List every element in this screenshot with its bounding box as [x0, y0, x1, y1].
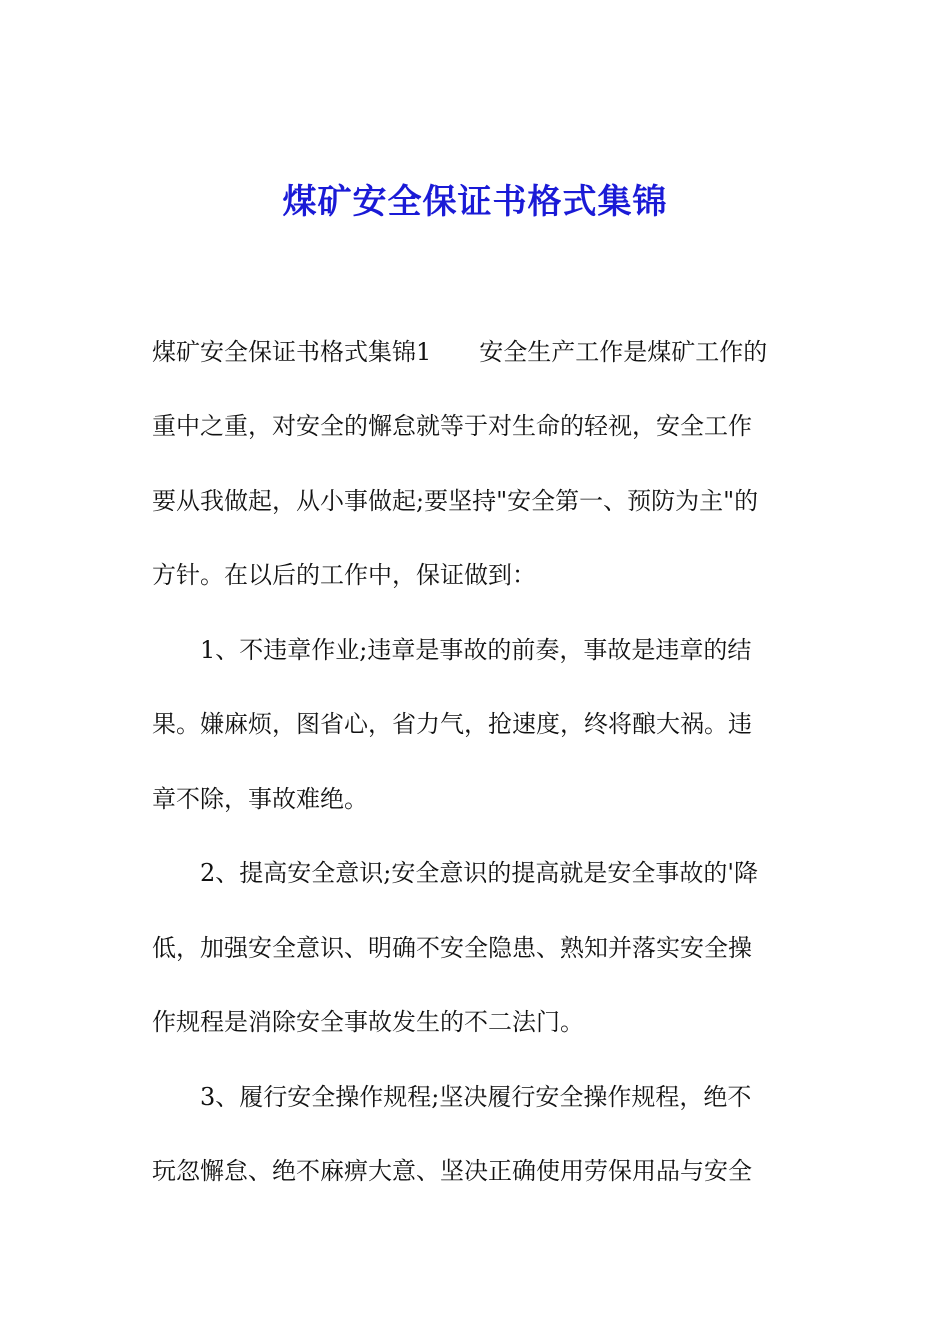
body-line-5: 1、不违章作业;违章是事故的前奏，事故是违章的结 [152, 636, 752, 664]
body-line-4: 方针。在以后的工作中，保证做到： [152, 561, 536, 589]
body-line-2: 重中之重，对安全的懈怠就等于对生命的轻视，安全工作 [152, 412, 752, 440]
body-line-3: 要从我做起，从小事做起;要坚持"安全第一、预防为主"的 [152, 487, 759, 515]
body-line-7: 章不除，事故难绝。 [152, 785, 368, 813]
body-line-10: 作规程是消除安全事故发生的不二法门。 [152, 1008, 584, 1036]
body-line-11: 3、履行安全操作规程;坚决履行安全操作规程，绝不 [152, 1083, 752, 1111]
body-line-9: 低，加强安全意识、明确不安全隐患、熟知并落实安全操 [152, 934, 752, 962]
body-line-8: 2、提高安全意识;安全意识的提高就是安全事故的'降 [152, 859, 758, 887]
body-line-1: 煤矿安全保证书格式集锦1 安全生产工作是煤矿工作的 [152, 338, 768, 366]
body-line-6: 果。嫌麻烦，图省心，省力气，抢速度，终将酿大祸。违 [152, 710, 752, 738]
body-line-12: 玩忽懈怠、绝不麻痹大意、坚决正确使用劳保用品与安全 [152, 1157, 752, 1185]
document-title: 煤矿安全保证书格式集锦 [282, 182, 668, 222]
